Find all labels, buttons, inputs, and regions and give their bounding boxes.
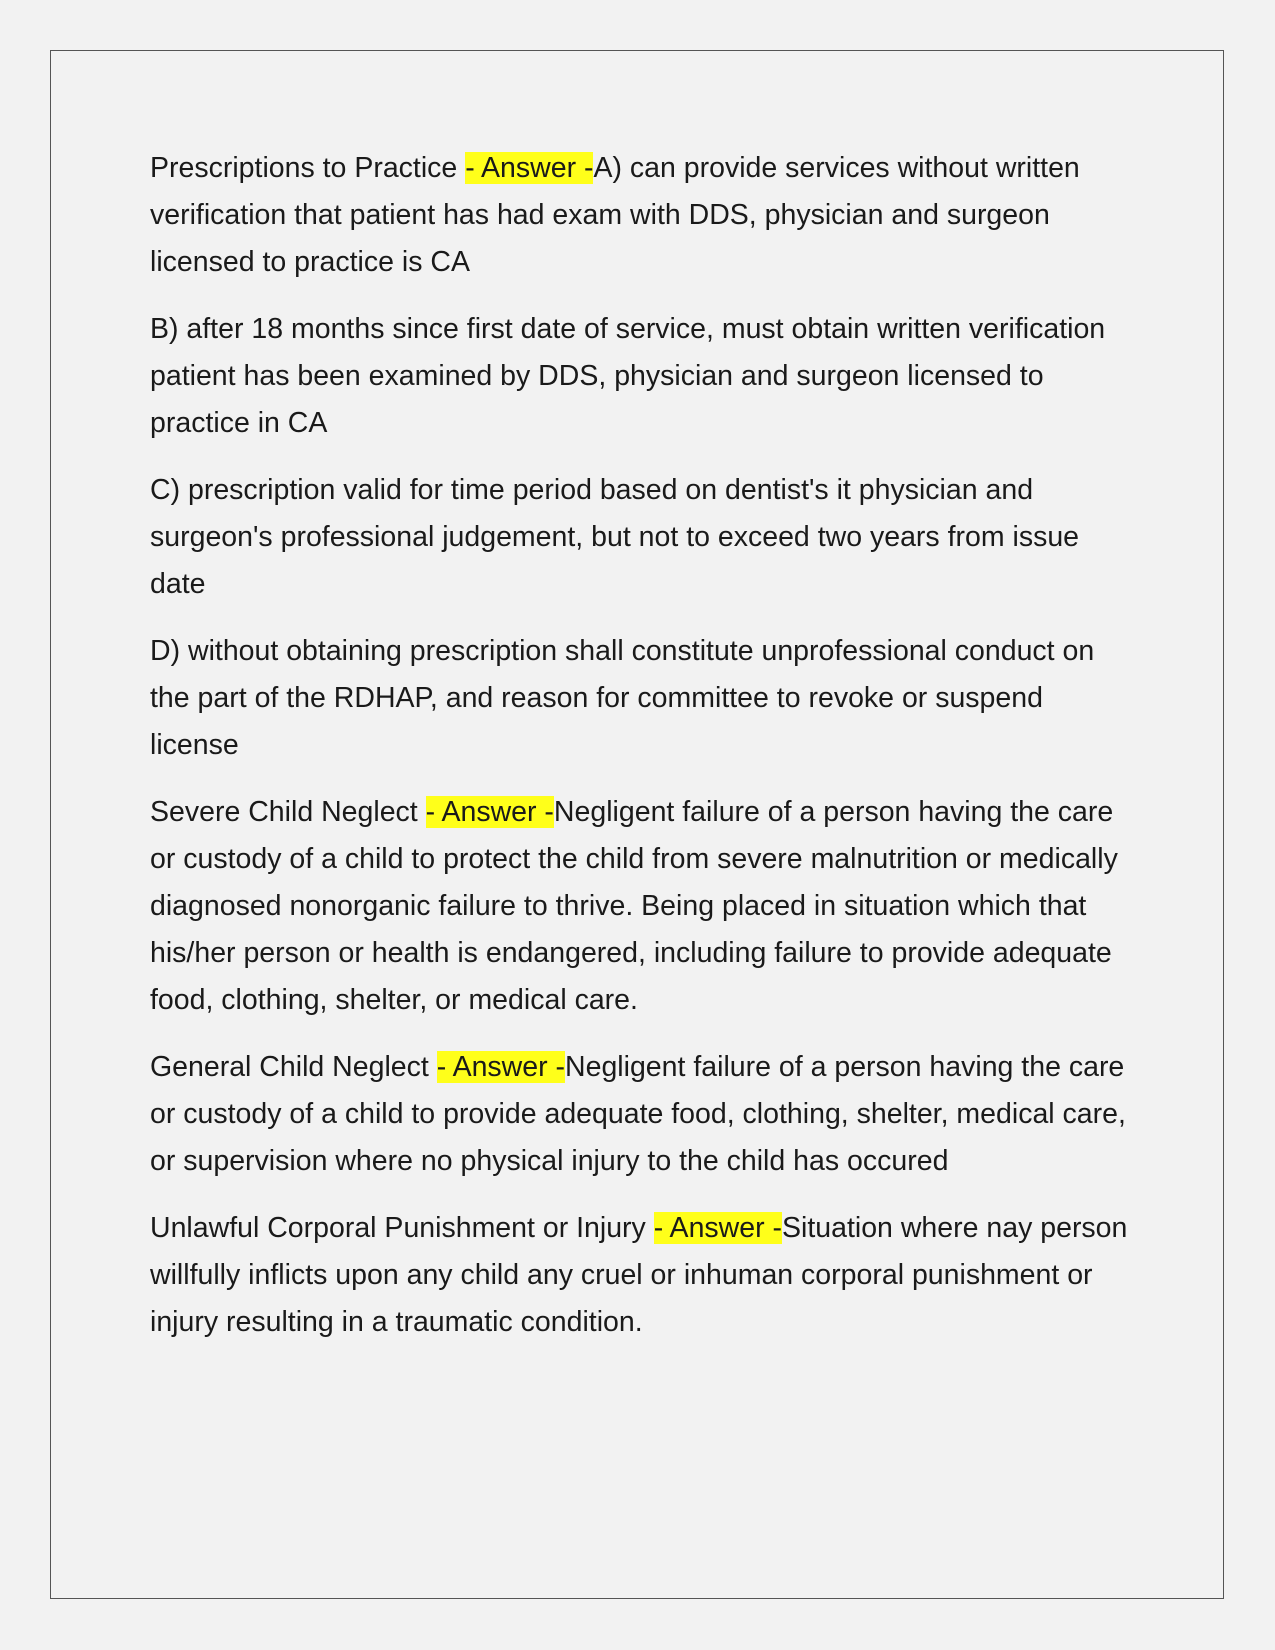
entry-prescriptions-to-practice bbox=[150, 145, 1135, 286]
entry-unlawful-corporal-punishment bbox=[150, 1205, 1135, 1346]
entry-general-child-neglect bbox=[150, 1044, 1135, 1185]
entry-severe-child-neglect bbox=[150, 789, 1135, 1024]
entry-term: Prescriptions to Practice bbox=[150, 152, 466, 184]
answer-marker: - Answer - bbox=[425, 796, 554, 828]
entry-definition: Situation where nay person willfully inflicts upon any child any cruel or inhuman corporal punishment or injury resulting in a traumatic condition. bbox=[150, 1212, 1128, 1338]
entry-term: General Child Neglect bbox=[150, 1051, 437, 1083]
entry-definition: A) can provide services without written verification that patient has had exam with DDS, physician and surgeon licensed to practice is CA bbox=[150, 152, 1080, 278]
entry-continuation-c: C) prescription valid for time period based on dentist's it physician and surgeon's professional judgement, but not to exceed two years from issue date bbox=[150, 474, 1080, 600]
answer-marker: - Answer - bbox=[436, 1051, 566, 1083]
document-body bbox=[150, 145, 1135, 1366]
entry-continuation-d: D) without obtaining prescription shall constitute unprofessional conduct on the part of the RDHAP, and reason for committee to revoke or suspend license bbox=[150, 635, 1095, 761]
answer-marker: - Answer - bbox=[653, 1212, 782, 1244]
entry-term: Unlawful Corporal Punishment or Injury bbox=[150, 1212, 654, 1244]
entry-term: Severe Child Neglect bbox=[150, 796, 426, 828]
answer-marker: - Answer - bbox=[465, 152, 594, 184]
entry-continuation-b: B) after 18 months since first date of service, must obtain written verification patient has been examined by DDS, physician and surgeon licensed to practice in CA bbox=[150, 313, 1106, 439]
entry-definition: Negligent failure of a person having the care or custody of a child to protect the child from severe malnutrition or medically diagnosed nonorganic failure to thrive. Being placed in situation which that his/her person or health is endangered, including failure to provide adequate food, clothing, shelter, or medical care. bbox=[150, 796, 1118, 1016]
entry-definition: Negligent failure of a person having the care or custody of a child to provide adequate food, clothing, shelter, medical care, or supervision where no physical injury to the child has occured bbox=[150, 1051, 1126, 1177]
